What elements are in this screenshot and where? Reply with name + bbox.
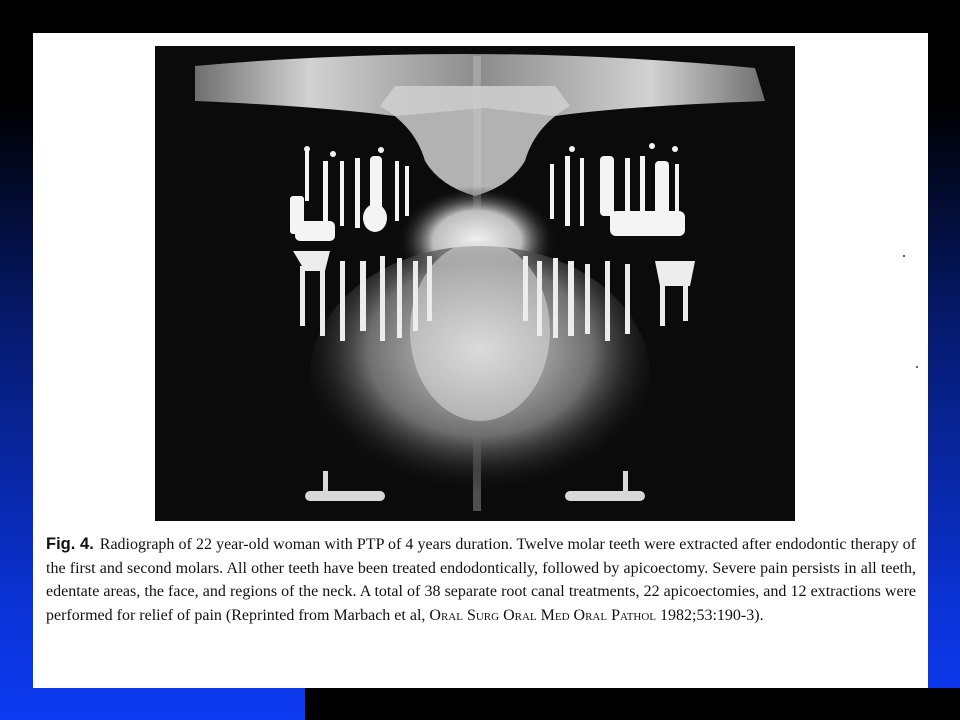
figure-label: Fig. 4.	[46, 535, 94, 553]
caption-text: Radiograph of 22 year-old woman with PTP of 4 years duration. Twelve molar teeth were extracted after endodontic therapy of the first and second molars. All other teeth have been treated endodontically, followed by apicoectomy. Severe pain persists in all teeth, edentate areas, the face, and regions of the neck. A total of 38 separate root canal treatments, 22 apicoectomies, and 12 extractions were performed for relief of pain (Reprinted from Marbach et al,	[46, 536, 916, 624]
journal-name: Oral Surg Oral Med Oral Pathol	[429, 606, 657, 624]
radiograph-drawing	[155, 46, 795, 521]
scan-speck	[903, 255, 905, 257]
document-panel	[33, 33, 928, 688]
panoramic-radiograph-image	[155, 46, 795, 521]
scan-speck	[916, 366, 918, 368]
figure-caption	[46, 533, 916, 627]
citation-text: 1982;53:190-3).	[656, 606, 764, 624]
slide-footer-strip	[305, 688, 960, 720]
